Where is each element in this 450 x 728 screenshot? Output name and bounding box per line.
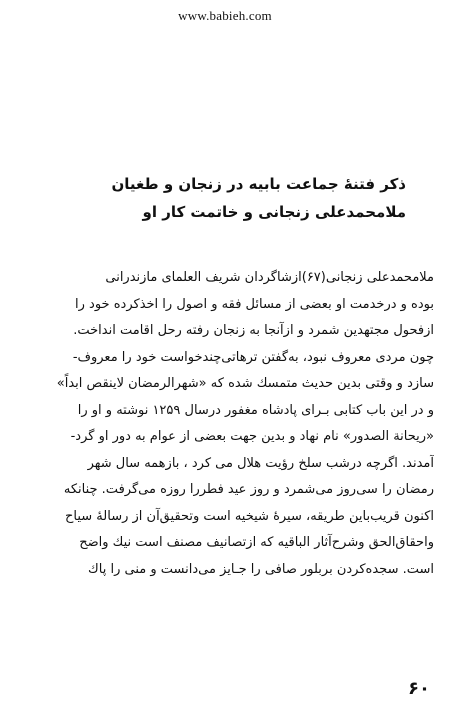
body-line: ملامحمدعلی زنجانی(۶۷)ازشاگردان شریف العلمای مازندرانی	[105, 270, 434, 285]
body-line: سازد و وقتی بدین حدیث متمسك شده که «شهرالرمضان لاینقص ابداً»	[56, 376, 434, 391]
site-url: www.babieh.com	[178, 8, 272, 23]
body-line: بوده و درخدمت او بعضی از مسائل فقه و اصول را اخذکرده خود را	[75, 296, 434, 312]
heading-line-2: ملامحمدعلی زنجانی و خاتمت کار او	[142, 203, 406, 221]
body-line: واحقاق‌الحق وشرح‌آثار الباقیه که ازتصانیف مصنف است نیك واضح	[79, 535, 434, 550]
heading-line-1: ذکر فتنۀ جماعت بابیه در زنجان و طغیان	[111, 175, 406, 193]
body-line: رمضان را سی‌روز می‌شمرد و روز عید فطررا روزه می‌گرفت. چنانکه	[63, 482, 434, 497]
body-line: آمدند. اگرچه درشب سلخ رؤیت هلال می کرد ، بازهمه سال شهر	[87, 455, 434, 471]
body-line: ازفحول مجتهدین شمرد و ازآنجا به زنجان رفته رحل اقامت انداخت.	[73, 323, 434, 338]
chapter-heading	[36, 170, 406, 226]
page-number: ۶۰	[408, 678, 430, 699]
body-line: اکنون قریب‌باین طریقه، سیرهٔ شیخیه است وتحقیق‌آن از رسالهٔ سیاح	[65, 508, 434, 524]
body-line: «ریحانة الصدور» نام نهاد و بدین جهت بعضی از عوام به دور او گرد-	[70, 429, 434, 444]
body-paragraph	[16, 265, 434, 583]
body-line: و در این باب کتابی بـرای پادشاه مغفور درسال ۱۲۵۹ نوشته و او را	[77, 402, 434, 418]
body-line: است. سجده‌کردن بربلور صافی را جـایز می‌دانست و منی را پاك	[88, 561, 434, 577]
body-line: چون مردی معروف نبود، به‌گفتن ترهاتی‌چندخواست خود را معروف-	[72, 349, 434, 365]
